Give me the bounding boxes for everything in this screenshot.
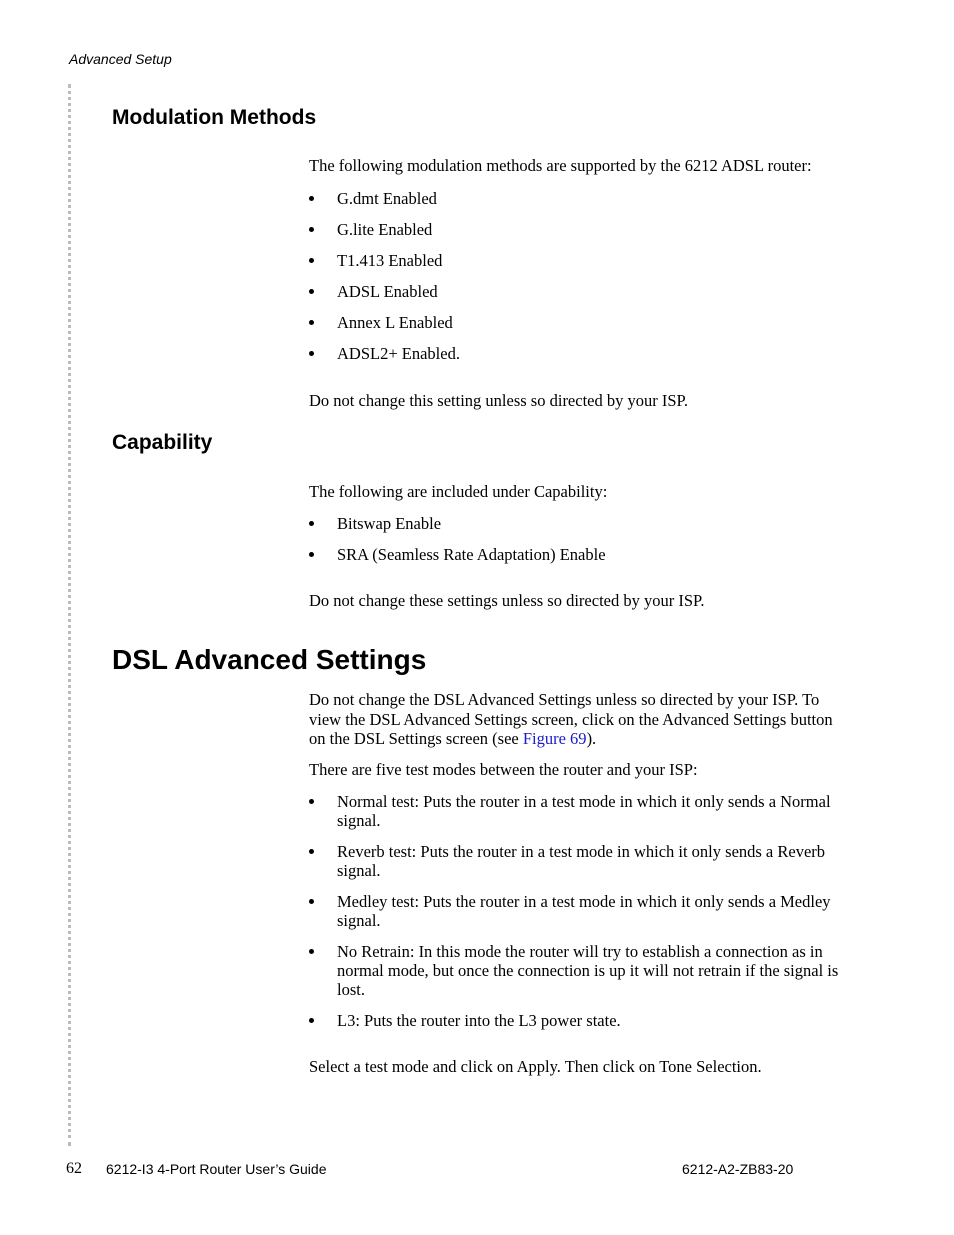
test-modes-intro: There are five test modes between the router and your ISP: (309, 760, 698, 779)
page-number: 62 (66, 1160, 82, 1177)
document-number: 6212-A2-ZB83-20 (682, 1161, 794, 1177)
bullet-icon (309, 899, 314, 904)
list-item: ADSL2+ Enabled. (309, 344, 844, 363)
running-head: Advanced Setup (69, 51, 172, 67)
modulation-list (309, 189, 844, 363)
closing-instruction: Select a test mode and click on Apply. Then click on Tone Selection. (309, 1057, 762, 1076)
bullet-icon (309, 258, 314, 263)
bullet-icon (309, 196, 314, 201)
list-item: Annex L Enabled (309, 313, 844, 332)
dsl-intro: Do not change the DSL Advanced Settings unless so directed by your ISP. To view the DSL Advanced Settings screen, click on the Advanced Settings button on the DSL Settings screen (see Figure 69). (309, 690, 833, 748)
figure-link[interactable]: Figure 69 (522, 729, 587, 748)
section-heading-capability: Capability (112, 431, 213, 454)
list-item: Medley test: Puts the router in a test mode in which it only sends a Medley signal. (309, 892, 844, 930)
bullet-icon (309, 1018, 314, 1023)
list-item: ADSL Enabled (309, 282, 844, 301)
modulation-note: Do not change this setting unless so directed by your ISP. (309, 391, 689, 410)
list-item: Bitswap Enable (309, 514, 844, 533)
capability-list (309, 514, 844, 564)
list-item: G.dmt Enabled (309, 189, 844, 208)
test-mode-list (309, 792, 844, 1030)
list-item: Reverb test: Puts the router in a test mode in which it only sends a Reverb signal. (309, 842, 844, 880)
list-item: G.lite Enabled (309, 220, 844, 239)
guide-title: 6212-I3 4-Port Router User’s Guide (106, 1161, 327, 1177)
list-item: SRA (Seamless Rate Adaptation) Enable (309, 545, 844, 564)
bullet-icon (309, 320, 314, 325)
bullet-icon (309, 289, 314, 294)
bullet-icon (309, 227, 314, 232)
modulation-intro: The following modulation methods are supported by the 6212 ADSL router: (309, 156, 812, 175)
capability-note: Do not change these settings unless so directed by your ISP. (309, 591, 705, 610)
bullet-icon (309, 849, 314, 854)
margin-rule (68, 84, 71, 1146)
capability-intro: The following are included under Capability: (309, 482, 608, 501)
list-item: T1.413 Enabled (309, 251, 844, 270)
bullet-icon (309, 351, 314, 356)
bullet-icon (309, 521, 314, 526)
bullet-icon (309, 799, 314, 804)
bullet-icon (309, 949, 314, 954)
section-heading-modulation: Modulation Methods (112, 106, 317, 129)
list-item: Normal test: Puts the router in a test mode in which it only sends a Normal signal. (309, 792, 844, 830)
list-item: L3: Puts the router into the L3 power state. (309, 1011, 844, 1030)
bullet-icon (309, 552, 314, 557)
list-item: No Retrain: In this mode the router will try to establish a connection as in normal mode, but once the connection is up it will not retrain if the signal is lost. (309, 942, 844, 999)
section-heading-dsl-advanced: DSL Advanced Settings (112, 644, 427, 675)
